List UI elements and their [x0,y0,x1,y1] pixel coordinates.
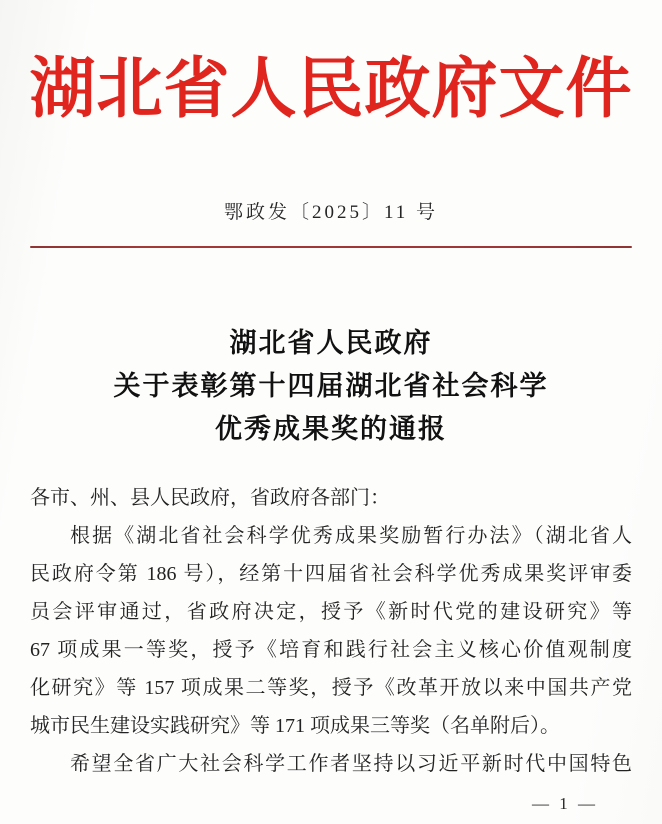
paragraph-awards [30,517,632,745]
paragraph-awards-line-4: 67 项成果一等奖，授予《培育和践行社会主义核心价值观制度 [30,638,632,661]
document-title-line-2: 关于表彰第十四届湖北省社会科学 [113,370,549,401]
paragraph-hope [30,745,632,783]
paragraph-awards-line-1: 根据《湖北省社会科学优秀成果奖励暂行办法》（湖北省人 [70,524,632,547]
salutation-line: 各市、州、县人民政府，省政府各部门： [30,486,390,509]
page-number: — 1 — [532,794,598,813]
paragraph-awards-line-2: 民政府令第 186 号），经第十四届省社会科学优秀成果奖评审委 [30,562,632,585]
document-number: 鄂政发〔2025〕11 号 [223,202,439,224]
document-title-line-1: 湖北省人民政府 [229,327,433,358]
paragraph-awards-line-5: 化研究》等 157 项成果二等奖，授予《改革开放以来中国共产党 [30,676,632,699]
paragraph-awards-line-3: 员会评审通过，省政府决定，授予《新时代党的建设研究》等 [30,600,632,623]
paragraph-awards-line-6: 城市民生建设实践研究》等 171 项成果三等奖（名单附后）。 [30,714,560,737]
paragraph-hope-line-1: 希望全省广大社会科学工作者坚持以习近平新时代中国特色 [70,752,632,775]
red-header-org-title: 湖北省人民政府文件 [29,53,633,126]
document-title-line-3: 优秀成果奖的通报 [215,413,447,444]
document-body [30,479,632,783]
red-divider-line [30,246,632,248]
document-title [0,322,662,451]
